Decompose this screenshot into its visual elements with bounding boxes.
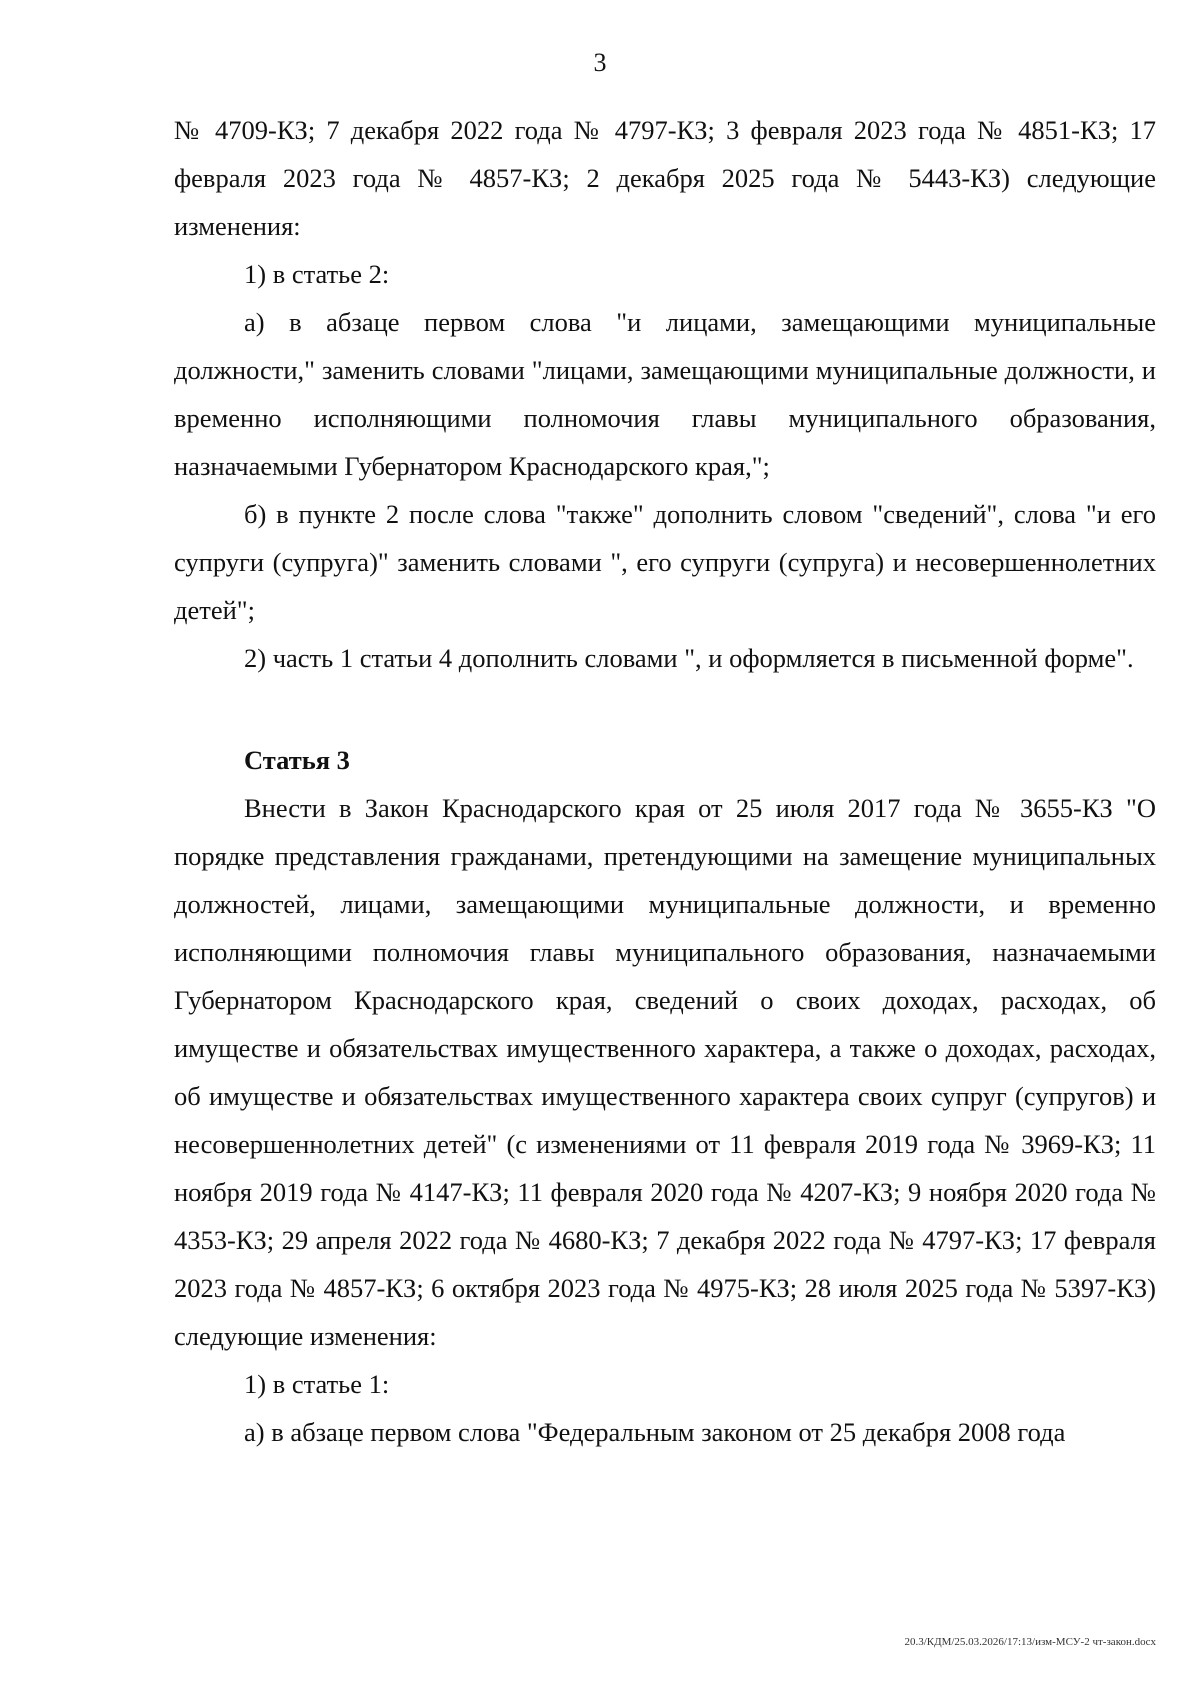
page-number: 3 [593,48,607,77]
paragraph-article-3-item-1: 1) в статье 1: [244,1369,390,1399]
document-body [174,106,1156,1456]
paragraph-item-1: 1) в статье 2: [244,259,390,289]
paragraph-article-3-item-1a: а) в абзаце первом слова "Федеральным законом от 25 декабря 2008 года [244,1417,1066,1447]
paragraph-continuation: № 4709-КЗ; 7 декабря 2022 года № 4797-КЗ; 3 февраля 2023 года № 4851-КЗ; 17 февраля 2023 года № 4857-КЗ; 2 декабря 2025 года № 5443-КЗ) следующие изменения: [174,115,1156,241]
paragraph-item-2: 2) часть 1 статьи 4 дополнить словами ", и оформляется в письменной форме". [244,643,1134,673]
article-heading: Статья 3 [244,745,350,775]
paragraph-item-1b: б) в пункте 2 после слова "также" дополнить словом "сведений", слова "и его супруги (супруга)" заменить словами ", его супруги (супруга) и несовершеннолетних детей"; [174,499,1156,625]
footer-file-reference: 20.3/КДМ/25.03.2026/17:13/изм-МСУ-2 чт-закон.docx [904,1636,1156,1648]
paragraph-item-1a: а) в абзаце первом слова "и лицами, замещающими муниципальные должности," заменить словами "лицами, замещающими муниципальные должности, и временно исполняющими полномочия главы муниципального образования, назначаемыми Губернатором Краснодарского края,"; [174,307,1156,481]
paragraph-article-3-intro: Внести в Закон Краснодарского края от 25 июля 2017 года № 3655-КЗ "О порядке представления гражданами, претендующими на замещение муниципальных должностей, лицами, замещающими муниципальные должности, и временно исполняющими полномочия главы муниципального образования, назначаемыми Губернатором Краснодарского края, сведений о своих доходах, расходах, об имуществе и обязательствах имущественного характера, а также о доходах, расходах, об имуществе и обязательствах имущественного характера своих супруг (супругов) и несовершеннолетних детей" (с изменениями от 11 февраля 2019 года № 3969-КЗ; 11 ноября 2019 года № 4147-КЗ; 11 февраля 2020 года № 4207-КЗ; 9 ноября 2020 года № 4353-КЗ; 29 апреля 2022 года № 4680-КЗ; 7 декабря 2022 года № 4797-КЗ; 17 февраля 2023 года № 4857-КЗ; 6 октября 2023 года № 4975-КЗ; 28 июля 2025 года № 5397-КЗ) следующие изменения: [174,793,1156,1351]
